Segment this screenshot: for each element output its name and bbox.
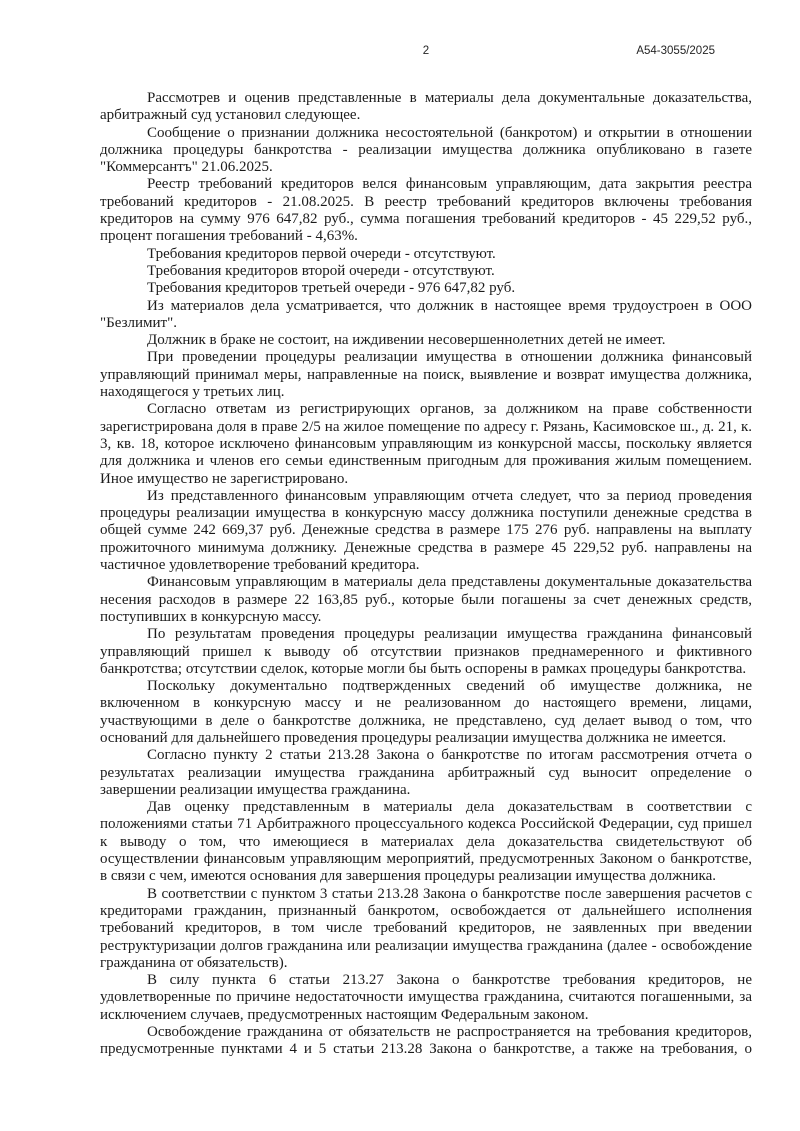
document-body: [100, 90, 752, 1059]
paragraph: Реестр требований кредиторов велся финансовым управляющим, дата закрытия реестра требований кредиторов - 21.08.2025. В реестр требований кредиторов включены требования кредиторов на сумму 976 647,82 руб., сумма погашения требований кредиторов - 45 229,52 руб., процент погашения требований - 4,63%.: [100, 176, 752, 245]
paragraph: Финансовым управляющим в материалы дела представлены документальные доказательства несения расходов в размере 22 163,85 руб., которые были погашены за счет денежных средств, поступивших в конкурсную массу.: [100, 574, 752, 625]
paragraph: Дав оценку представленным в материалы дела доказательствам в соответствии с положениями статьи 71 Арбитражного процессуального кодекса Российской Федерации, суд пришел к выводу о том, что имеющиеся в материалах дела доказательства свидетельствуют об осуществлении финансовым управляющим мероприятий, предусмотренных Законом о банкротстве, в связи с чем, имеются основания для завершения процедуры реализации имущества должника.: [100, 799, 752, 885]
paragraph: В соответствии с пунктом 3 статьи 213.28 Закона о банкротстве после завершения расчетов с кредиторами гражданин, признанный банкротом, освобождается от дальнейшего исполнения требований кредиторов, в том числе требований кредиторов, не заявленных при введении реструктуризации долгов гражданина или реализации имущества гражданина (далее - освобождение гражданина от обязательств).: [100, 885, 752, 971]
page-header: [100, 44, 752, 60]
paragraph: Согласно пункту 2 статьи 213.28 Закона о банкротстве по итогам рассмотрения отчета о результатах реализации имущества гражданина арбитражный суд выносит определение о завершении реализации имущества гражданина.: [100, 747, 752, 798]
case-number: А54-3055/2025: [636, 45, 715, 57]
paragraph: Требования кредиторов третьей очереди - 976 647,82 руб.: [147, 280, 516, 297]
paragraph: Освобождение гражданина от обязательств не распространяется на требования кредиторов, предусмотренные пунктами 4 и 5 статьи 213.28 Закона о банкротстве, а также на требования, о: [100, 1024, 752, 1058]
paragraph: Из материалов дела усматривается, что должник в настоящее время трудоустроен в ООО "Безлимит".: [100, 297, 752, 331]
page-number: 2: [422, 45, 430, 57]
paragraph: Согласно ответам из регистрирующих органов, за должником на праве собственности зарегистрирована доля в праве 2/5 на жилое помещение по адресу г. Рязань, Касимовское ш., д. 21, к. 3, кв. 18, которое исключено финансовым управляющим из конкурсной массы, поскольку является для должника и членов его семьи единственным пригодным для проживания жилым помещением. Иное имущество не зарегистрировано.: [100, 401, 752, 487]
paragraph: Из представленного финансовым управляющим отчета следует, что за период проведения процедуры реализации имущества в конкурсную массу должника поступили денежные средства в общей сумме 242 669,37 руб. Денежные средства в размере 175 276 руб. направлены на выплату прожиточного минимума должнику. Денежные средства в размере 45 229,52 руб. направлены на частичное удовлетворение требований кредитора.: [100, 487, 752, 574]
paragraph: В силу пункта 6 статьи 213.27 Закона о банкротстве требования кредиторов, не удовлетворенные по причине недостаточности имущества гражданина, считаются погашенными, за исключением случаев, предусмотренных настоящим Федеральным законом.: [100, 972, 752, 1023]
paragraph: По результатам проведения процедуры реализации имущества гражданина финансовый управляющий пришел к выводу об отсутствии признаков преднамеренного и фиктивного банкротства; отсутствии сделок, которые могли бы быть оспорены в рамках процедуры банкротства.: [100, 626, 752, 677]
paragraph: При проведении процедуры реализации имущества в отношении должника финансовый управляющий принимал меры, направленные на поиск, выявление и возврат имущества должника, находящегося у третьих лиц.: [100, 349, 752, 401]
paragraph: Требования кредиторов второй очереди - отсутствуют.: [147, 262, 495, 279]
paragraph: Должник в браке не состоит, на иждивении несовершеннолетних детей не имеет.: [147, 332, 666, 349]
paragraph: Требования кредиторов первой очереди - отсутствуют.: [147, 245, 496, 262]
paragraph: Рассмотрев и оценив представленные в материалы дела документальные доказательства, арбитражный суд установил следующее.: [100, 90, 752, 124]
paragraph: Поскольку документально подтвержденных сведений об имуществе должника, не включенном в конкурсную массу и не реализованном до настоящего времени, лицами, участвующими в деле о банкротстве должника, не представлено, суд делает вывод о том, что оснований для дальнейшего проведения процедуры реализации имущества должника не имеется.: [100, 678, 752, 746]
paragraph: Сообщение о признании должника несостоятельной (банкротом) и открытии в отношении должника процедуры банкротства - реализации имущества должника опубликовано в газете "Коммерсантъ" 21.06.2025.: [100, 124, 752, 176]
